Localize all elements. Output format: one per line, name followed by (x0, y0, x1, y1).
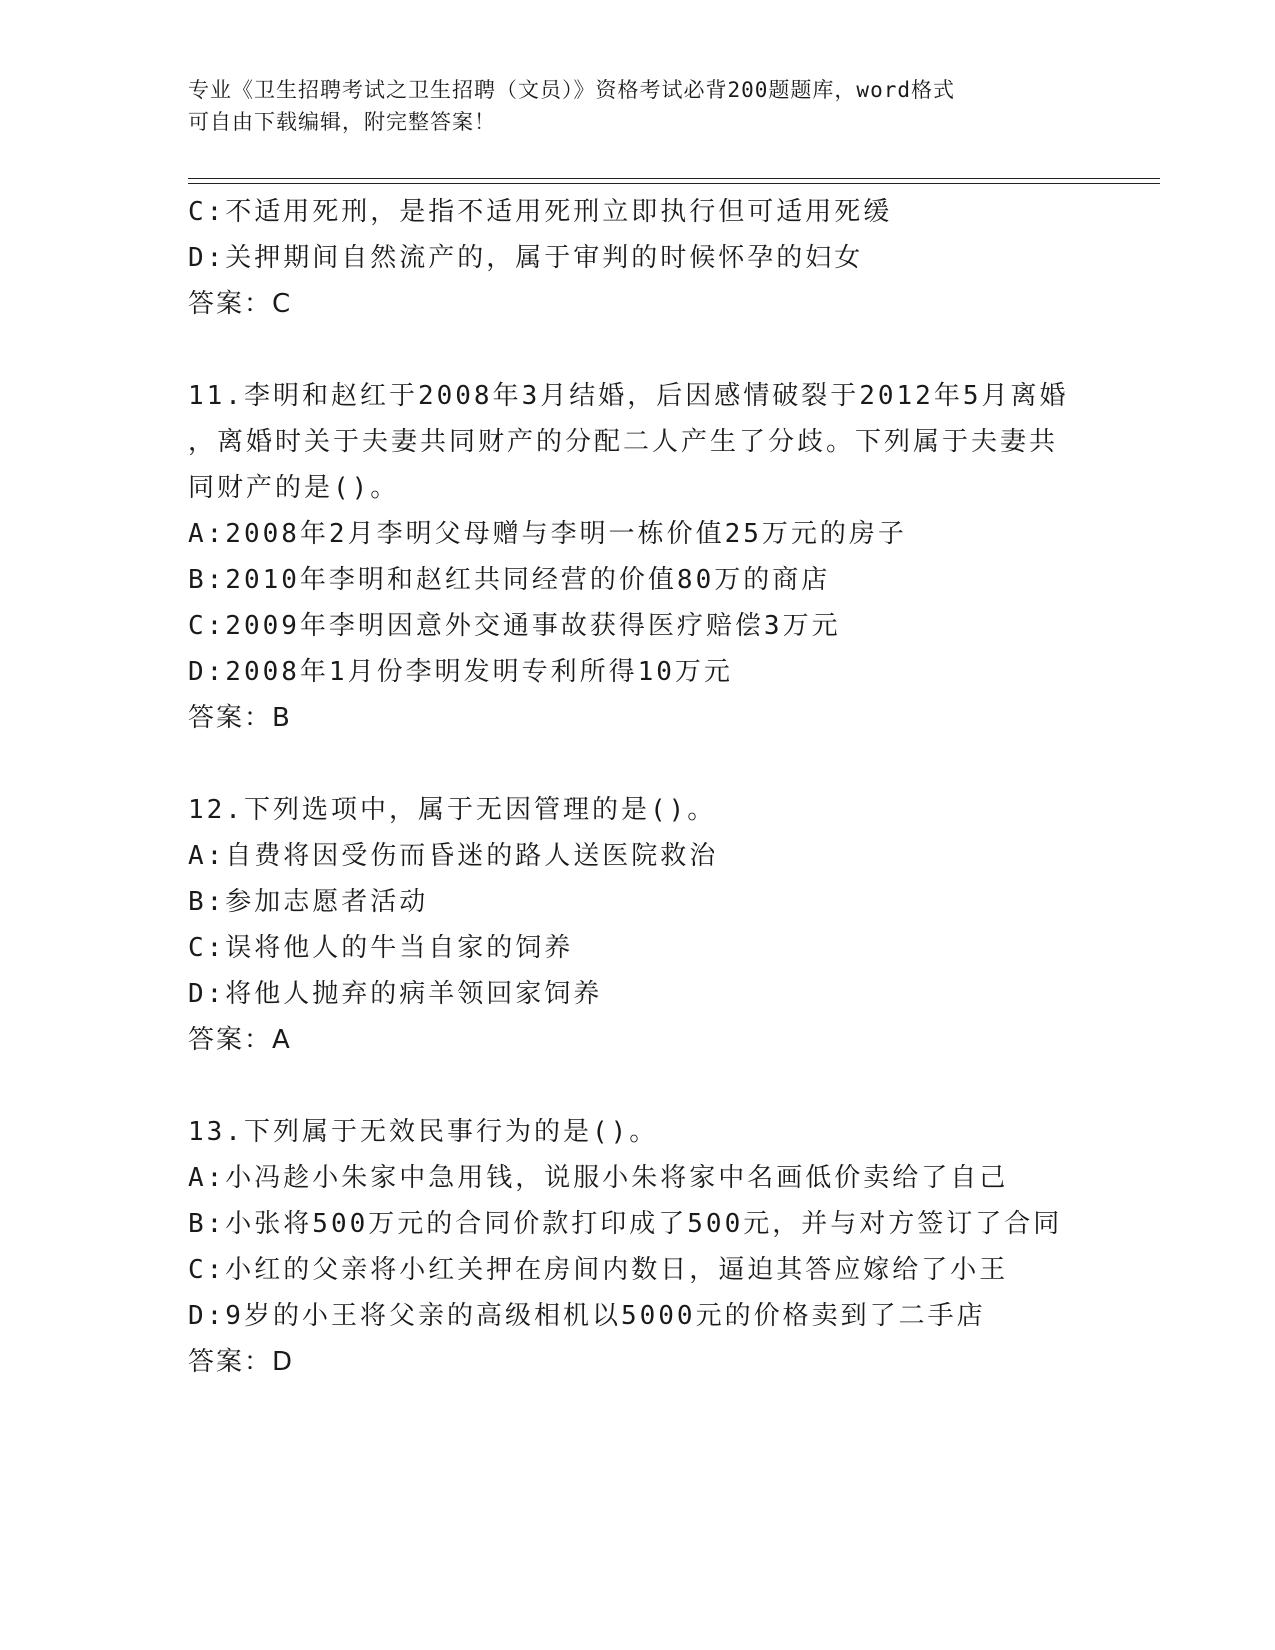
question-12 (188, 787, 1088, 1063)
option-a: A:小冯趁小朱家中急用钱，说服小朱将家中名画低价卖给了自己 (188, 1163, 1009, 1193)
option-d: D:关押期间自然流产的，属于审判的时候怀孕的妇女 (188, 243, 864, 273)
option-b: B:2010年李明和赵红共同经营的价值80万的商店 (188, 565, 831, 595)
answer-label: 答案：B (188, 703, 292, 733)
option-d: D:2008年1月份李明发明专利所得10万元 (188, 657, 733, 687)
option-c: C:误将他人的牛当自家的饲养 (188, 933, 574, 963)
question-stem: 12.下列选项中，属于无因管理的是()。 (188, 795, 717, 825)
question-13 (188, 1109, 1088, 1385)
option-b: B:参加志愿者活动 (188, 887, 429, 917)
answer-label: 答案：C (188, 289, 293, 319)
question-stem: ，离婚时关于夫妻共同财产的分配二人产生了分歧。下列属于夫妻共 (188, 427, 1059, 457)
option-a: A:自费将因受伤而昏迷的路人送医院救治 (188, 841, 719, 871)
option-c: C:不适用死刑，是指不适用死刑立即执行但可适用死缓 (188, 197, 893, 227)
option-d: D:9岁的小王将父亲的高级相机以5000元的价格卖到了二手店 (188, 1301, 986, 1331)
header-line-1: 专业《卫生招聘考试之卫生招聘（文员）》资格考试必背200题题库，word格式 (188, 78, 955, 102)
question-list (188, 189, 1088, 1385)
option-c: C:2009年李明因意外交通事故获得医疗赔偿3万元 (188, 611, 841, 641)
spacer (188, 741, 1088, 787)
answer-label: 答案：D (188, 1347, 295, 1377)
option-a: A:2008年2月李明父母赠与李明一栋价值25万元的房子 (188, 519, 907, 549)
header-divider-top (188, 178, 1160, 179)
option-c: C:小红的父亲将小红关押在房间内数日，逼迫其答应嫁给了小王 (188, 1255, 1009, 1285)
spacer (188, 327, 1088, 373)
option-d: D:将他人抛弃的病羊领回家饲养 (188, 979, 603, 1009)
answer-label: 答案：A (188, 1025, 292, 1055)
option-b: B:小张将500万元的合同价款打印成了500元，并与对方签订了合同 (188, 1209, 1063, 1239)
question-stem: 11.李明和赵红于2008年3月结婚，后因感情破裂于2012年5月离婚 (188, 381, 1069, 411)
question-stem: 13.下列属于无效民事行为的是()。 (188, 1117, 659, 1147)
question-continuation (188, 189, 1088, 327)
question-11 (188, 373, 1088, 741)
spacer (188, 1063, 1088, 1109)
header-line-2: 可自由下载编辑，附完整答案！ (188, 110, 496, 134)
page-header (188, 74, 1088, 138)
question-stem: 同财产的是()。 (188, 473, 400, 503)
header-divider-bottom (188, 183, 1160, 184)
